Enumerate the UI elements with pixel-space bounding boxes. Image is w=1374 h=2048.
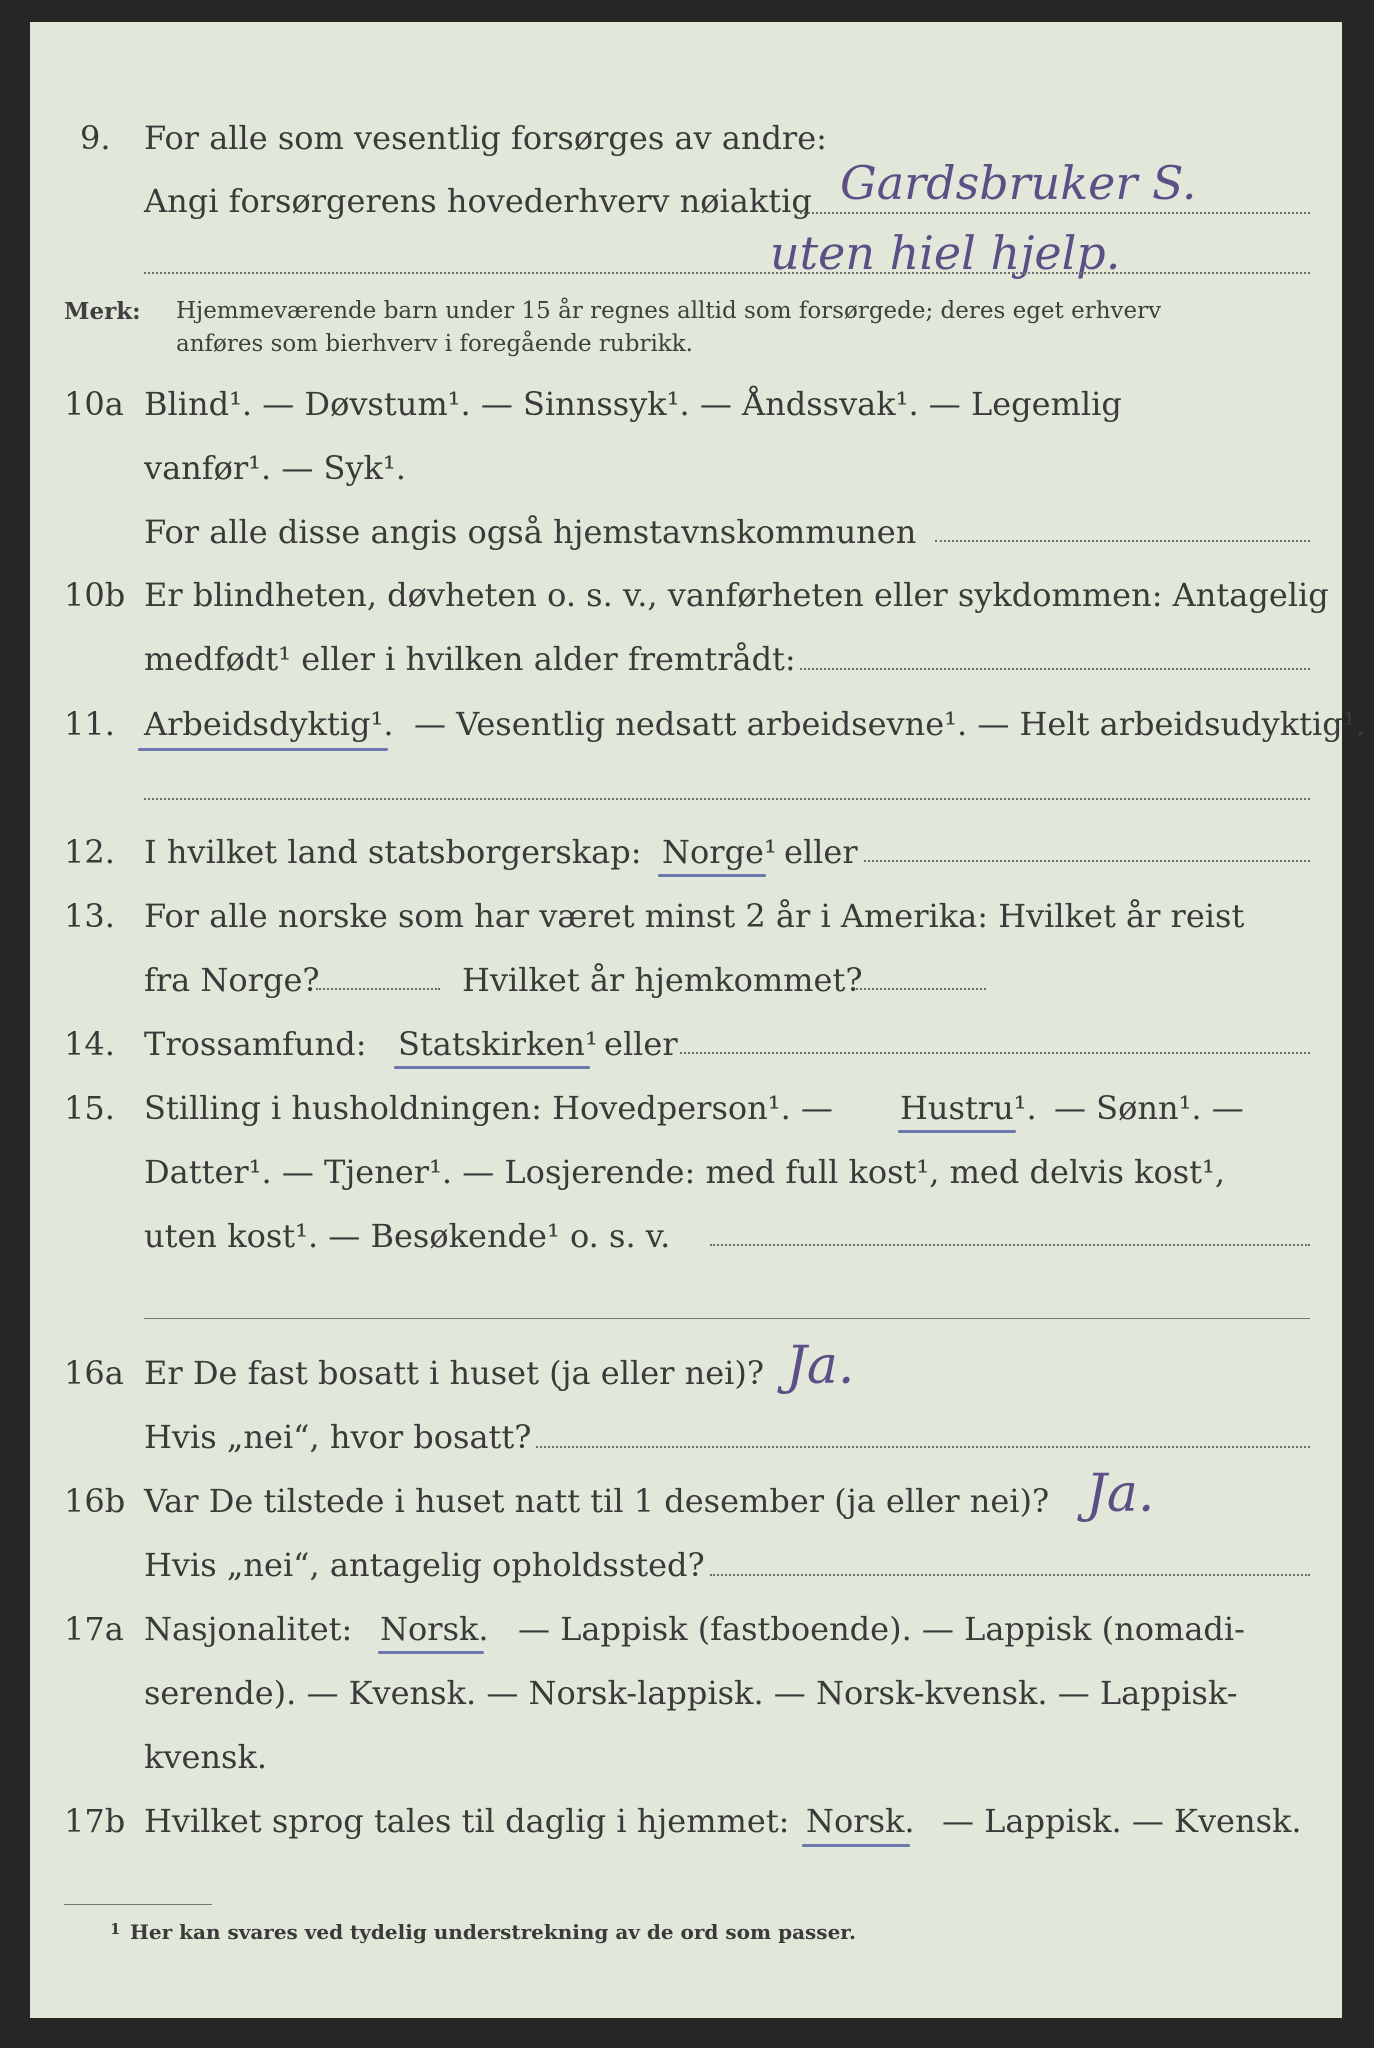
q16a-fill-line xyxy=(536,1446,1310,1448)
q12-text: I hvilket land statsborgerskap: xyxy=(144,833,642,871)
footnote-text: Her kan svares ved tydelig understrekning av de ord som passer. xyxy=(130,1920,856,1944)
q15-line2: Datter¹. — Tjener¹. — Losjerende: med full kost¹, med delvis kost¹, xyxy=(144,1153,1226,1191)
q10b-line2: medfødt¹ eller i hvilken alder fremtrådt: xyxy=(144,640,796,678)
q16b-line2: Hvis „nei“, antagelig opholdssted? xyxy=(144,1546,705,1584)
footnote-mark: 1 xyxy=(110,1920,121,1938)
q14-opt-statskirken: Statskirken¹ xyxy=(398,1025,598,1063)
q16b-answer: Ja. xyxy=(1086,1464,1155,1524)
q15-fill-line xyxy=(710,1244,1310,1246)
q10a-line1: Blind¹. — Døvstum¹. — Sinnssyk¹. — Åndssvak¹. — Legemlig xyxy=(144,385,1122,423)
q14-text: Trossamfund: xyxy=(144,1025,367,1063)
q11-rest: — Vesentlig nedsatt arbeidsevne¹. — Helt arbeidsudyktig¹. xyxy=(414,705,1366,743)
q9-fill-line-2 xyxy=(144,272,1310,274)
q17a-number: 17a xyxy=(64,1610,124,1648)
q17b-tail: — Lappisk. — Kvensk. xyxy=(942,1802,1302,1840)
census-form-page xyxy=(30,22,1366,2018)
q11-underline xyxy=(138,748,388,751)
q10a-line3: For alle disse angis også hjemstavnskommunen xyxy=(144,513,917,551)
q16a-line1: Er De fast bosatt i huset (ja eller nei)? xyxy=(144,1354,765,1392)
q13-fill-reist xyxy=(316,988,440,990)
q15-opt-hustru: Hustru¹. xyxy=(900,1089,1037,1127)
q16a-answer: Ja. xyxy=(786,1336,855,1396)
q9-line1: For alle som vesentlig forsørges av andre: xyxy=(144,119,827,157)
q16b-number: 16b xyxy=(64,1482,126,1520)
merk-line2: anføres som bierhverv i foregående rubrikk. xyxy=(176,331,693,357)
q17b-opt-norsk: Norsk. xyxy=(806,1802,915,1840)
merk-line1: Hjemmeværende barn under 15 år regnes alltid som forsørgede; deres eget erhverv xyxy=(176,298,1162,324)
q11-number: 11. xyxy=(64,705,115,743)
merk-label: Merk: xyxy=(64,298,141,325)
q9-line2: Angi forsørgerens hovederhverv nøiaktig xyxy=(144,182,812,220)
q10b-fill-line xyxy=(800,668,1310,670)
q17a-opt-norsk: Norsk. xyxy=(380,1610,489,1648)
q12-number: 12. xyxy=(64,833,115,871)
q17a-line1a: Nasjonalitet: xyxy=(144,1610,353,1648)
q13-fill-hjemkommet xyxy=(856,988,986,990)
q10b-number: 10b xyxy=(64,576,126,614)
q17a-line1b: — Lappisk (fastboende). — Lappisk (nomadi- xyxy=(518,1610,1245,1648)
q13-line2a: fra Norge? xyxy=(144,961,320,999)
section-divider xyxy=(144,1318,1310,1319)
q13-line1: For alle norske som har været minst 2 år i Amerika: Hvilket år reist xyxy=(144,897,1245,935)
q15-line3: uten kost¹. — Besøkende¹ o. s. v. xyxy=(144,1217,671,1255)
q17b-text: Hvilket sprog tales til daglig i hjemmet: xyxy=(144,1802,790,1840)
q10a-number: 10a xyxy=(64,385,124,423)
q12-opt-norge: Norge¹ xyxy=(662,833,777,871)
q15-line1a: Stilling i husholdningen: Hovedperson¹. — xyxy=(144,1089,833,1127)
q10a-fill-line xyxy=(935,540,1310,542)
footnote-rule xyxy=(64,1904,212,1905)
q14-tail: eller xyxy=(604,1025,678,1063)
q9-number: 9. xyxy=(80,119,111,157)
q17b-number: 17b xyxy=(64,1802,126,1840)
q16a-line2: Hvis „nei“, hvor bosatt? xyxy=(144,1418,532,1456)
q13-line2b: Hvilket år hjemkommet? xyxy=(462,961,863,999)
q13-number: 13. xyxy=(64,897,115,935)
q15-underline xyxy=(898,1130,1016,1133)
q17b-underline xyxy=(802,1844,910,1847)
q15-number: 15. xyxy=(64,1089,115,1127)
q9-answer2: uten hiel hjelp. xyxy=(770,226,1121,280)
q14-fill-line xyxy=(680,1052,1310,1054)
q12-underline xyxy=(658,874,766,877)
q16b-line1: Var De tilstede i huset natt til 1 desember (ja eller nei)? xyxy=(144,1482,1050,1520)
q9-fill-line-1 xyxy=(800,212,1310,214)
q12-tail: eller xyxy=(784,833,858,871)
q16a-number: 16a xyxy=(64,1354,124,1392)
q14-underline xyxy=(394,1066,590,1069)
q11-fill-line xyxy=(144,798,1310,800)
q17a-line2: serende). — Kvensk. — Norsk-lappisk. — Norsk-kvensk. — Lappisk- xyxy=(144,1674,1238,1712)
q9-answer1: Gardsbruker S. xyxy=(840,156,1197,210)
q17a-line3: kvensk. xyxy=(144,1738,267,1776)
q17a-underline xyxy=(378,1651,484,1654)
q10b-line1: Er blindheten, døvheten o. s. v., vanførheten eller sykdommen: Antagelig xyxy=(144,576,1329,614)
q15-line1c: — Sønn¹. — xyxy=(1054,1089,1244,1127)
q12-fill-line xyxy=(864,860,1310,862)
q10a-line2: vanfør¹. — Syk¹. xyxy=(144,449,406,487)
q14-number: 14. xyxy=(64,1025,115,1063)
q16b-fill-line xyxy=(710,1574,1310,1576)
q11-opt-arbeidsdyktig: Arbeidsdyktig¹. xyxy=(144,705,394,743)
